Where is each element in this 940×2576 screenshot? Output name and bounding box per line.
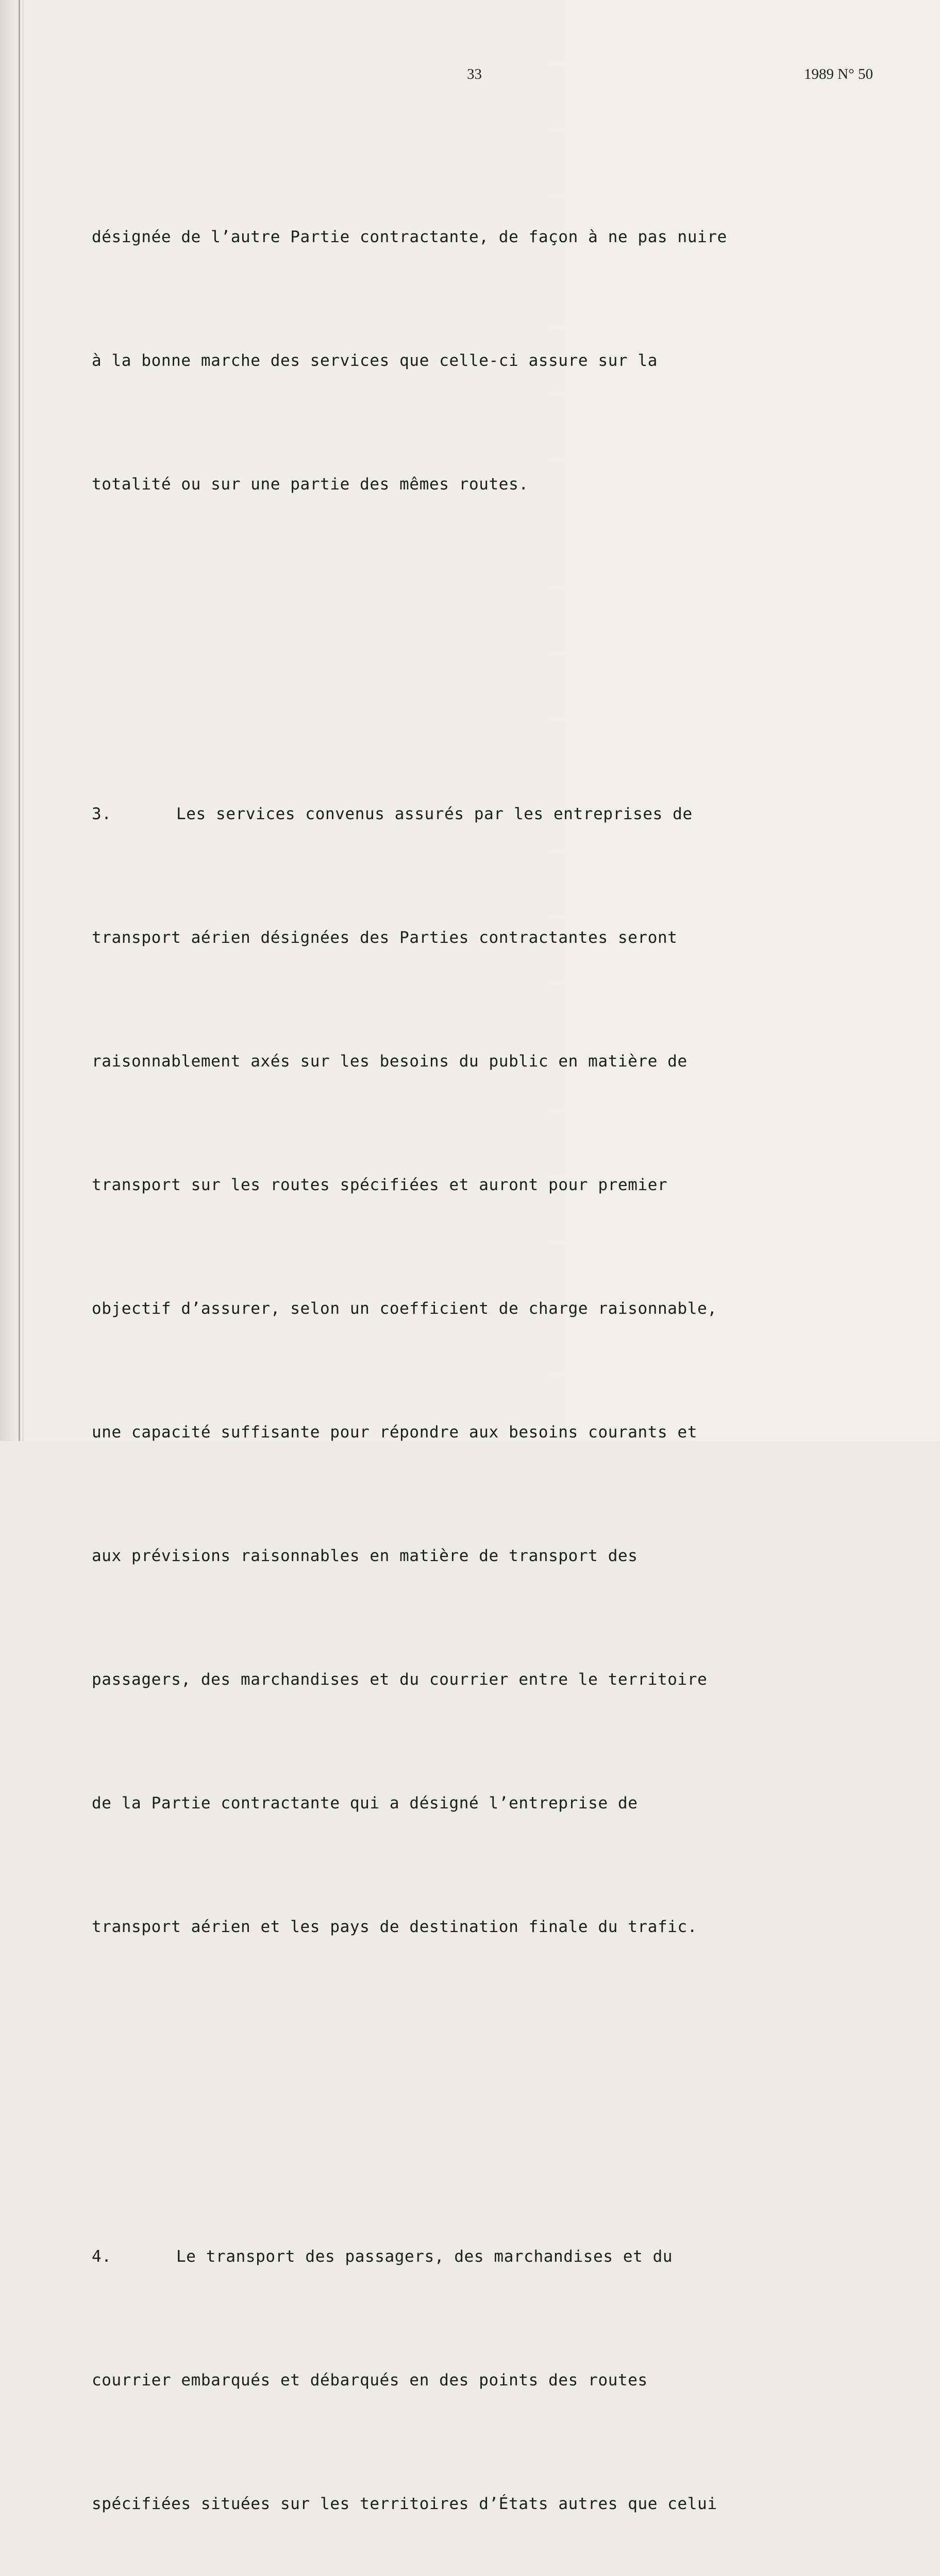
paragraph-4-first-line — [92, 2236, 880, 2277]
paragraph-3-first-line — [92, 793, 880, 835]
binding-edge — [19, 0, 20, 1441]
text-line: de la Partie contractante qui a désigné l’entreprise de — [92, 1794, 638, 1812]
text-line: Les services convenus assurés par les entreprises de — [176, 805, 693, 823]
text-line: transport aérien désignées des Parties contractantes seront — [92, 928, 678, 947]
document-reference: 1989 N° 50 — [803, 66, 873, 82]
text-line: désignée de l’autre Partie contractante, de façon à ne pas nuire — [92, 228, 727, 246]
paragraph-number: 3. — [92, 805, 112, 823]
text-line: raisonnablement axés sur les besoins du public en matière de — [92, 1052, 687, 1071]
text-line: à la bonne marche des services que celle-ci assure sur la — [92, 351, 658, 370]
document-body — [92, 93, 880, 2576]
paragraph-gap — [92, 587, 880, 629]
paragraph-gap — [92, 2030, 880, 2071]
text-line: passagers, des marchandises et du courrier entre le territoire — [92, 1670, 708, 1689]
text-line: courrier embarqués et débarqués en des points des routes — [92, 2371, 648, 2389]
text-line: totalité ou sur une partie des mêmes routes. — [92, 475, 529, 494]
page-number: 33 — [467, 66, 482, 82]
text-line: spécifiées situées sur les territoires d’États autres que celui — [92, 2495, 717, 2513]
page-header — [0, 66, 940, 87]
text-line: transport sur les routes spécifiées et auront pour premier — [92, 1176, 668, 1194]
text-line: une capacité suffisante pour répondre aux besoins courants et — [92, 1423, 698, 1442]
paragraph-number: 4. — [92, 2247, 112, 2266]
text-line: aux prévisions raisonnables en matière de transport des — [92, 1547, 638, 1565]
text-line: transport aérien et les pays de destination finale du trafic. — [92, 1918, 698, 1936]
text-line: objectif d’assurer, selon un coefficient de charge raisonnable, — [92, 1299, 717, 1318]
text-line: Le transport des passagers, des marchandises et du — [176, 2247, 673, 2266]
